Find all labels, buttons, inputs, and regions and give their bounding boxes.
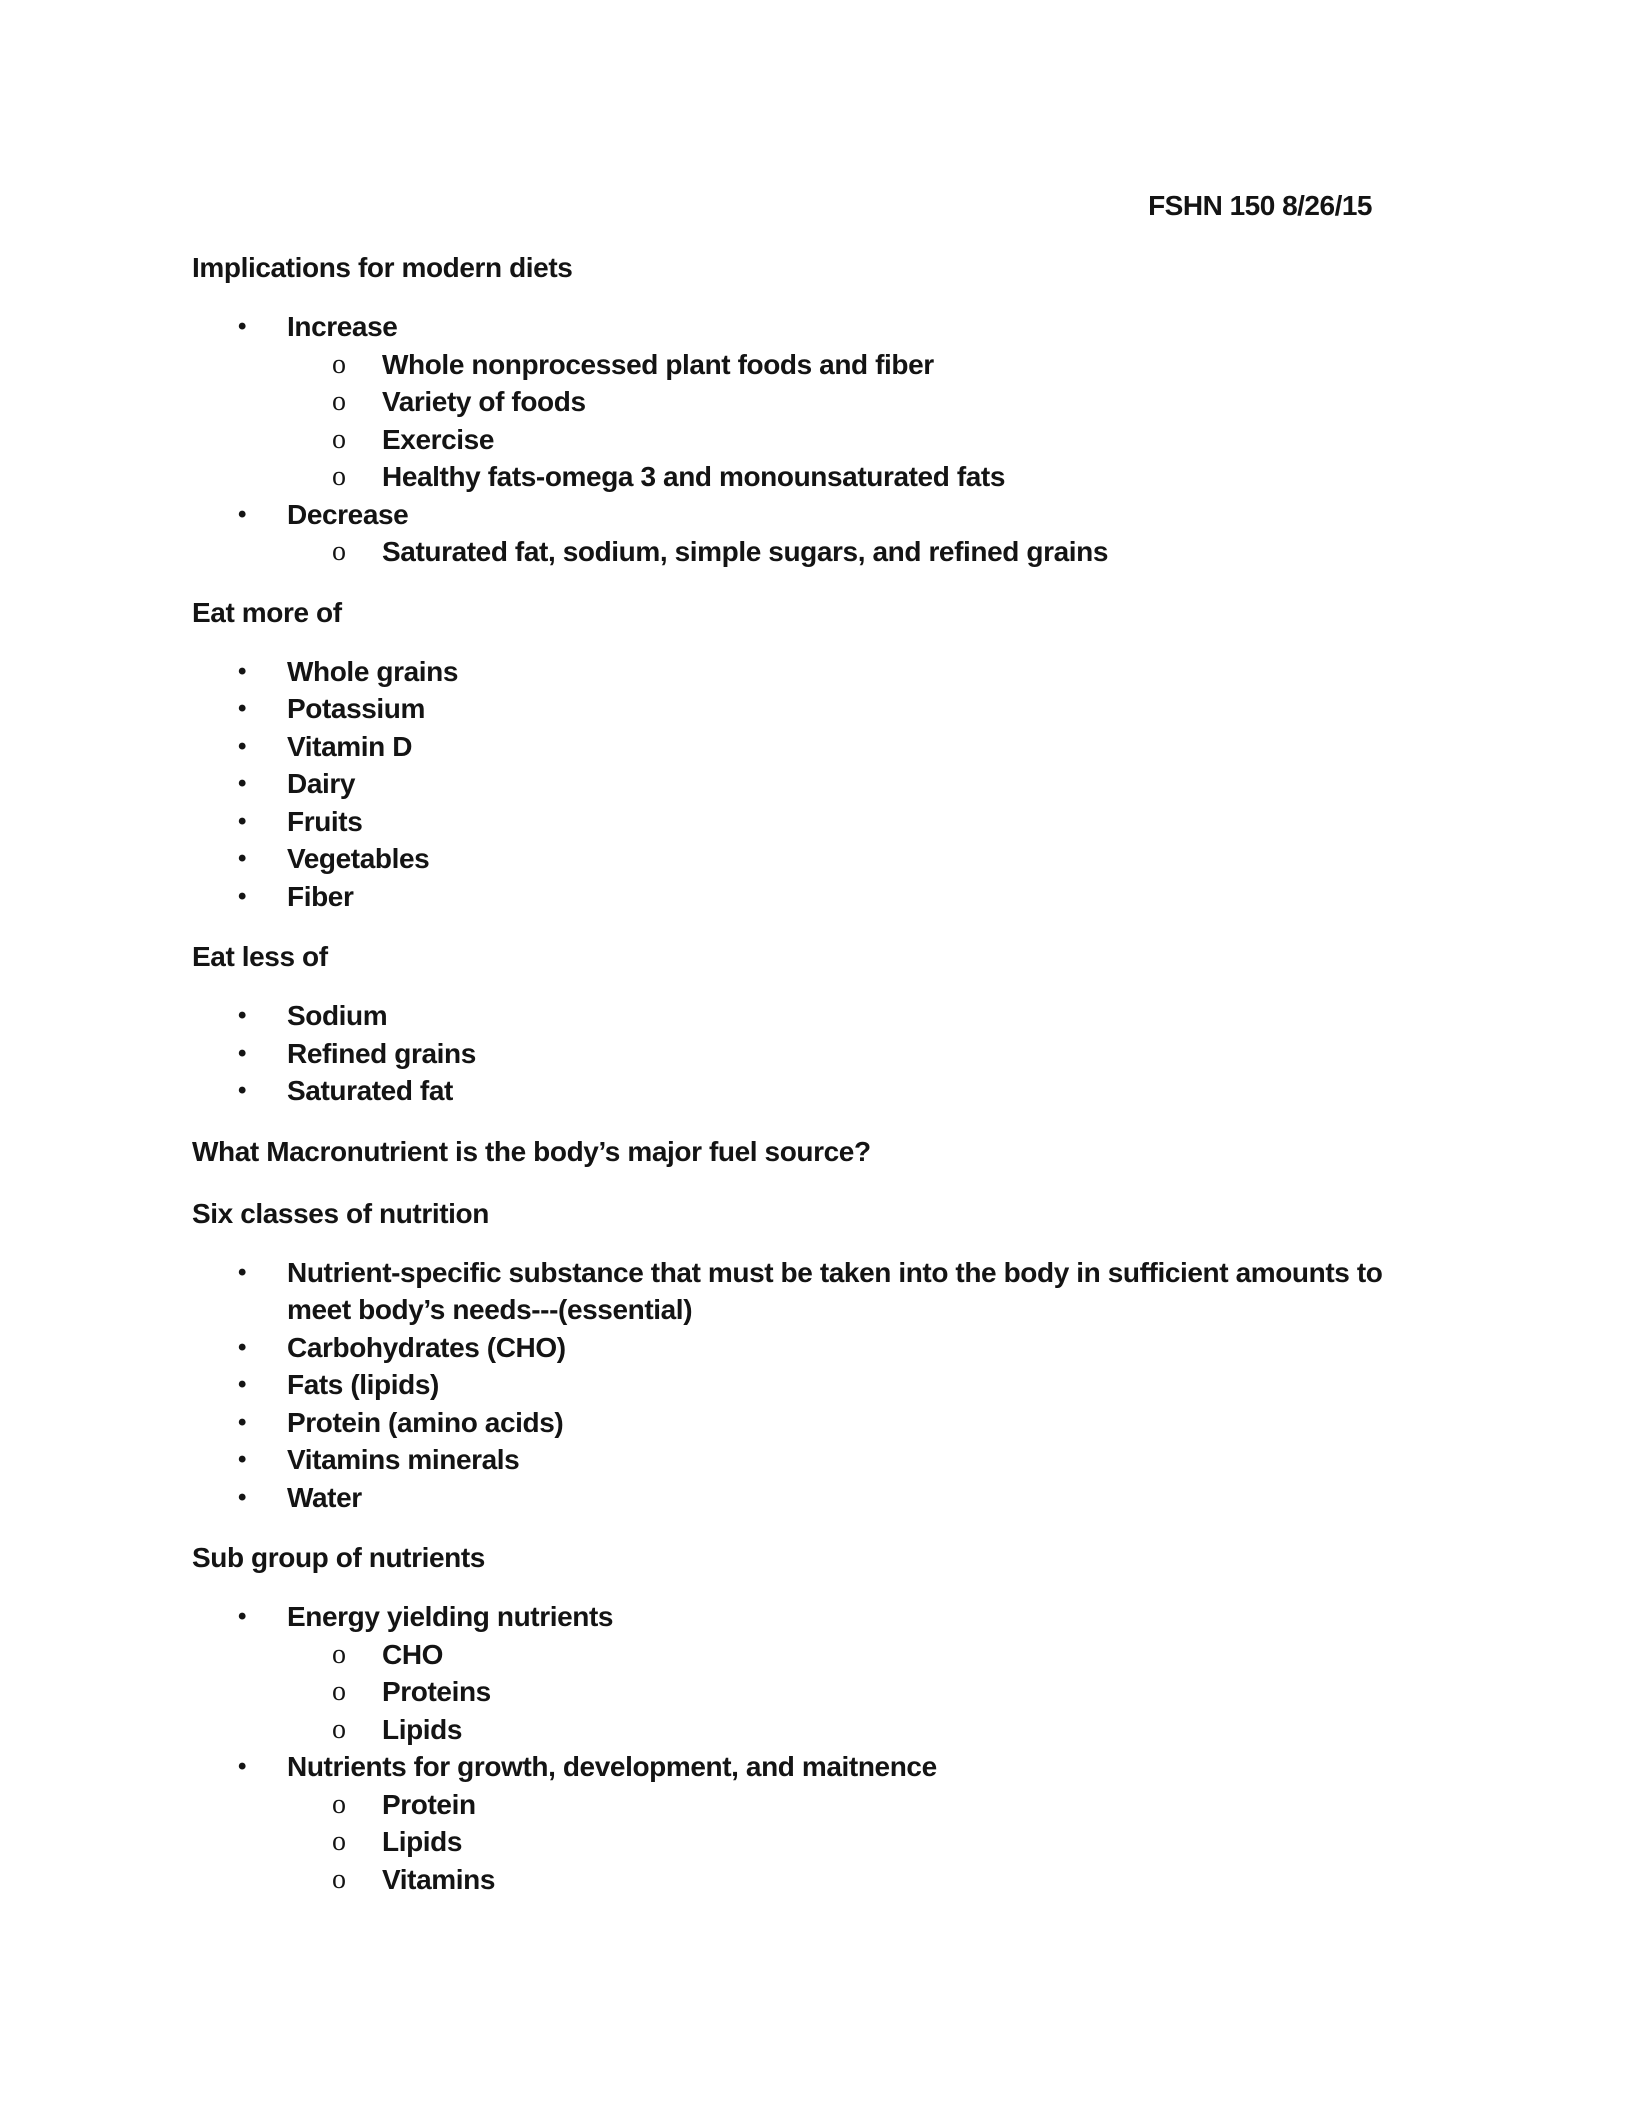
bullet-marker: •: [238, 732, 247, 760]
sub-list-item-text: Lipids: [382, 1826, 463, 1857]
sub-bullet-list: [287, 533, 1422, 571]
bullet-marker: •: [238, 1483, 247, 1511]
section: [192, 937, 1422, 1110]
section-heading: Eat less of: [192, 941, 328, 972]
list-item: [192, 1748, 1422, 1898]
bullet-marker: •: [238, 1077, 247, 1104]
course-date-header: FSHN 150 8/26/15: [1148, 190, 1372, 221]
bullet-list: [192, 1598, 1422, 1898]
bullet-marker: •: [238, 1603, 247, 1630]
sub-list-item: [287, 1673, 1422, 1711]
list-item: [192, 1479, 1422, 1517]
sub-bullet-list: [287, 1786, 1422, 1899]
sub-bullet-marker: o: [332, 536, 346, 567]
list-item-text: Carbohydrates (CHO): [287, 1331, 566, 1363]
list-item-text: Fats (lipids): [287, 1369, 439, 1400]
sub-bullet-marker: o: [332, 386, 346, 417]
list-item: [192, 840, 1422, 878]
list-item: [192, 1035, 1422, 1073]
bullet-marker: •: [238, 845, 247, 872]
sub-list-item-text: Protein: [382, 1788, 476, 1820]
list-item-text: Sodium: [287, 1000, 388, 1031]
list-item: [192, 1329, 1422, 1367]
bullet-marker: •: [238, 770, 247, 797]
sub-list-item-text: Proteins: [382, 1676, 491, 1707]
section: [192, 1132, 1422, 1172]
bullet-list: [192, 997, 1422, 1110]
sub-bullet-marker: o: [332, 1676, 346, 1707]
bullet-list: [192, 1254, 1422, 1517]
sub-bullet-marker: o: [332, 1826, 346, 1857]
list-item: [192, 1254, 1422, 1329]
sub-list-item-text: Healthy fats-omega 3 and monounsaturated fats: [382, 461, 1006, 492]
list-item: [192, 728, 1422, 766]
list-item-text: Vitamin D: [287, 730, 413, 762]
bullet-marker: •: [238, 500, 247, 528]
sub-bullet-marker: o: [332, 1788, 346, 1820]
notes-content: [192, 248, 1422, 1920]
sub-list-item: [287, 1636, 1422, 1674]
sub-list-item: [287, 1786, 1422, 1824]
sub-bullet-marker: o: [332, 1638, 346, 1670]
list-item: [192, 1598, 1422, 1748]
section-heading: Eat more of: [192, 596, 342, 628]
list-item-text: Vitamins minerals: [287, 1444, 520, 1475]
list-item-text: Decrease: [287, 498, 409, 530]
list-item-text: Increase: [287, 311, 398, 342]
list-item: [192, 1404, 1422, 1442]
list-item: [192, 765, 1422, 803]
bullet-marker: •: [238, 1002, 247, 1029]
sub-list-item-text: Variety of foods: [382, 386, 586, 417]
list-item-text: Refined grains: [287, 1037, 476, 1069]
section-heading: Implications for modern diets: [192, 252, 573, 283]
bullet-marker: •: [238, 695, 247, 722]
list-item-text: Nutrients for growth, development, and maitnence: [287, 1751, 937, 1782]
section-heading: What Macronutrient is the body’s major fuel source?: [192, 1135, 871, 1167]
section-heading: Six classes of nutrition: [192, 1197, 489, 1229]
sub-list-item-text: Vitamins: [382, 1863, 495, 1895]
bullet-list: [192, 653, 1422, 916]
sub-list-item-text: Whole nonprocessed plant foods and fiber: [382, 348, 934, 380]
sub-bullet-list: [287, 346, 1422, 496]
bullet-marker: •: [238, 1408, 247, 1436]
sub-list-item: [287, 458, 1422, 496]
list-item-text: Fruits: [287, 805, 363, 837]
list-item-text: Fiber: [287, 880, 354, 912]
list-item-text: Dairy: [287, 768, 356, 799]
list-item: [192, 878, 1422, 916]
sub-list-item-text: Exercise: [382, 423, 495, 455]
sub-bullet-list: [287, 1636, 1422, 1749]
list-item: [192, 496, 1422, 571]
sub-bullet-marker: o: [332, 348, 346, 380]
sub-list-item: [287, 533, 1422, 571]
sub-list-item: [287, 421, 1422, 459]
sub-bullet-marker: o: [332, 1713, 346, 1745]
bullet-marker: •: [238, 1258, 247, 1286]
sub-bullet-marker: o: [332, 461, 346, 492]
list-item-text: Vegetables: [287, 843, 430, 874]
sub-list-item-text: Saturated fat, sodium, simple sugars, and refined grains: [382, 536, 1108, 567]
section: [192, 1194, 1422, 1517]
section-heading: Sub group of nutrients: [192, 1542, 485, 1573]
list-item-text: Water: [287, 1481, 362, 1513]
bullet-marker: •: [238, 313, 247, 340]
bullet-marker: •: [238, 807, 247, 835]
list-item-text: Energy yielding nutrients: [287, 1601, 614, 1632]
list-item: [192, 803, 1422, 841]
bullet-marker: •: [238, 1371, 247, 1398]
list-item: [192, 1441, 1422, 1479]
bullet-marker: •: [238, 657, 247, 685]
sub-list-item-text: CHO: [382, 1638, 444, 1670]
list-item: [192, 997, 1422, 1035]
sub-list-item: [287, 1861, 1422, 1899]
sub-bullet-marker: o: [332, 1863, 346, 1895]
section: [192, 1538, 1422, 1898]
sub-list-item: [287, 1711, 1422, 1749]
list-item: [192, 1366, 1422, 1404]
bullet-marker: •: [238, 1039, 247, 1067]
bullet-marker: •: [238, 1753, 247, 1780]
section: [192, 593, 1422, 916]
list-item-text: Nutrient-specific substance that must be taken into the body in sufficient amounts to meet body’s needs---(essential): [287, 1256, 1383, 1325]
sub-bullet-marker: o: [332, 423, 346, 455]
list-item: [192, 308, 1422, 496]
list-item: [192, 690, 1422, 728]
list-item: [192, 653, 1422, 691]
sub-list-item: [287, 346, 1422, 384]
section: [192, 248, 1422, 571]
list-item: [192, 1072, 1422, 1110]
bullet-list: [192, 308, 1422, 571]
sub-list-item-text: Lipids: [382, 1713, 463, 1745]
list-item-text: Potassium: [287, 693, 425, 724]
list-item-text: Saturated fat: [287, 1075, 453, 1106]
list-item-text: Protein (amino acids): [287, 1406, 564, 1438]
bullet-marker: •: [238, 882, 247, 910]
list-item-text: Whole grains: [287, 655, 458, 687]
sub-list-item: [287, 1823, 1422, 1861]
sub-list-item: [287, 383, 1422, 421]
bullet-marker: •: [238, 1333, 247, 1361]
bullet-marker: •: [238, 1446, 247, 1473]
